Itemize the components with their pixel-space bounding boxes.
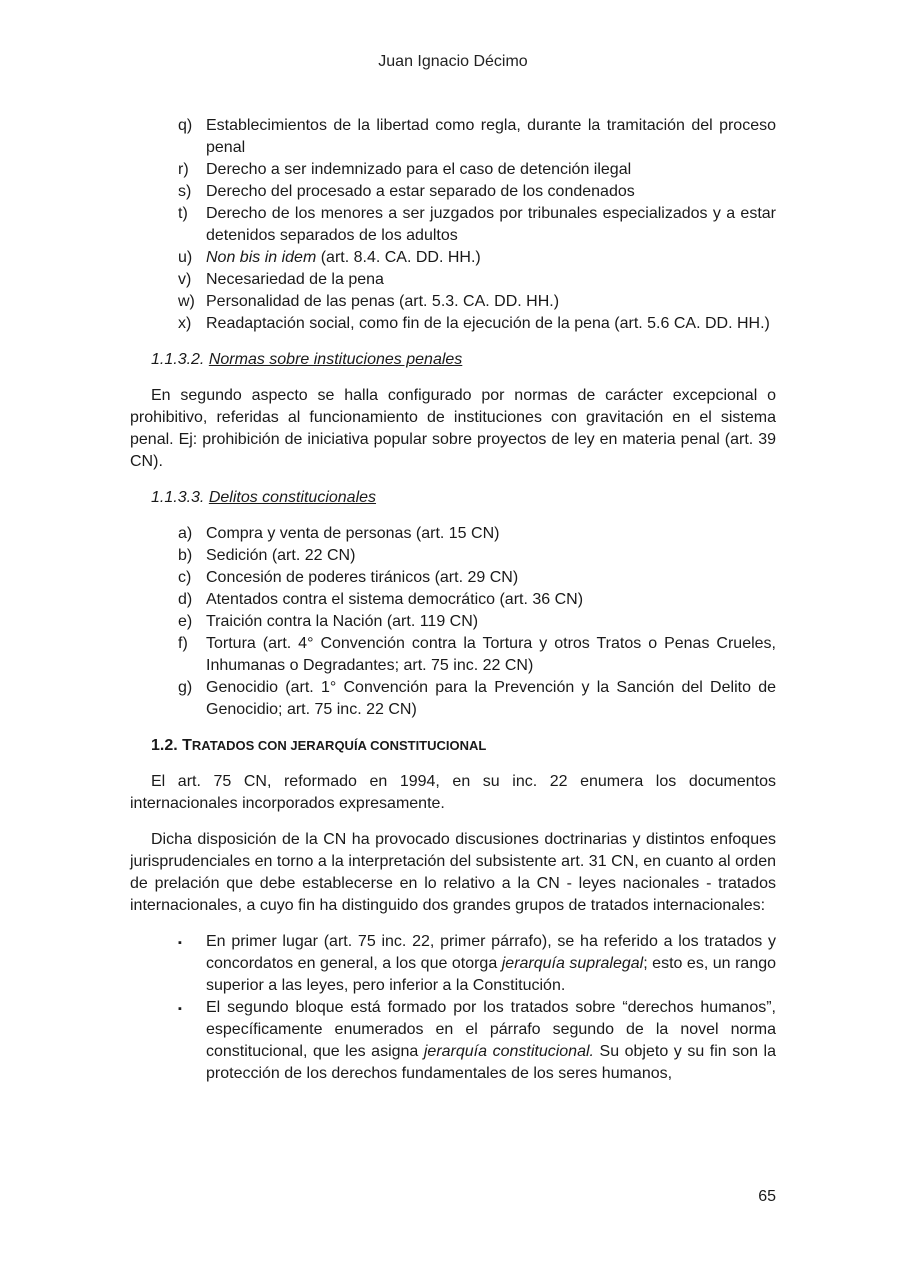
subsection-heading-1-1-3-2: 1.1.3.2. Normas sobre instituciones penales bbox=[151, 351, 463, 368]
rights-list-continued bbox=[130, 115, 776, 335]
bullet-item: ▪ El segundo bloque está formado por los tratados sobre “derechos humanos”, específicamente enumerados en el párrafo segundo de la novel norma constitucional, que les asigna jerarquía constitucional. Su objeto y su fin son la protección de los derechos fundamentales de los seres humanos, bbox=[178, 999, 777, 1082]
paragraph: En segundo aspecto se halla configurado por normas de carácter excepcional o prohibitivo, referidas al funcionamiento de instituciones con gravitación en el sistema penal. Ej: prohibición de iniciativa popular sobre proyectos de ley en materia penal (art. 39 CN). bbox=[130, 387, 776, 470]
list-marker: x) bbox=[178, 315, 192, 332]
list-item: u) Non bis in idem (art. 8.4. CA. DD. HH.) bbox=[130, 247, 776, 269]
list-item: f) Tortura (art. 4° Convención contra la Tortura y otros Tratos o Penas Crueles, Inhumanas o Degradantes; art. 75 inc. 22 CN) bbox=[178, 635, 776, 674]
bullet-item: ▪ En primer lugar (art. 75 inc. 22, primer párrafo), se ha referido a los tratados y concordatos en general, a los que otorga jerarquía supralegal; esto es, un rango superior a las leyes, pero inferior a la Constitución. bbox=[178, 933, 777, 994]
list-marker: r) bbox=[178, 161, 189, 178]
list-marker: w) bbox=[178, 293, 195, 310]
list-marker: v) bbox=[178, 271, 192, 288]
page-body bbox=[130, 115, 776, 1085]
page-number: 65 bbox=[758, 1188, 776, 1205]
list-marker: g) bbox=[178, 679, 193, 696]
list-item: v) Necesariedad de la pena bbox=[130, 269, 776, 291]
list-item: d) Atentados contra el sistema democrático (art. 36 CN) bbox=[130, 589, 776, 611]
list-item: x) Readaptación social, como fin de la ejecución de la pena (art. 5.6 CA. DD. HH.) bbox=[130, 313, 776, 335]
list-marker: b) bbox=[178, 547, 193, 564]
list-item: b) Sedición (art. 22 CN) bbox=[130, 545, 776, 567]
list-item: g) Genocidio (art. 1° Convención para la Prevención y la Sanción del Delito de Genocidio; art. 75 inc. 22 CN) bbox=[178, 679, 776, 718]
list-marker: a) bbox=[178, 525, 193, 542]
list-marker: f) bbox=[178, 635, 188, 652]
list-marker: q) bbox=[178, 117, 193, 134]
section-heading-1-2: 1.2. TRATADOS CON JERARQUÍA CONSTITUCIONAL bbox=[151, 737, 487, 754]
list-item: c) Concesión de poderes tiránicos (art. 29 CN) bbox=[130, 567, 776, 589]
list-marker: s) bbox=[178, 183, 192, 200]
list-item: e) Traición contra la Nación (art. 119 CN) bbox=[130, 611, 776, 633]
list-marker: u) bbox=[178, 249, 193, 266]
list-item: q) Establecimientos de la libertad como regla, durante la tramitación del proceso penal bbox=[178, 117, 776, 156]
square-bullet-icon: ▪ bbox=[178, 1003, 182, 1015]
list-item: s) Derecho del procesado a estar separado de los condenados bbox=[130, 181, 776, 203]
list-marker: t) bbox=[178, 205, 188, 222]
paragraph: Dicha disposición de la CN ha provocado discusiones doctrinarias y distintos enfoques jurisprudenciales en torno a la interpretación del subsistente art. 31 CN, en cuanto al orden de prelación que debe establecerse en lo relativo a la CN - leyes nacionales - tratados internacionales, a cuyo fin ha distinguido dos grandes grupos de tratados internacionales: bbox=[130, 831, 776, 914]
running-header: Juan Ignacio Décimo bbox=[378, 53, 528, 70]
treaty-groups-list bbox=[130, 931, 776, 1085]
list-marker: d) bbox=[178, 591, 193, 608]
list-item: t) Derecho de los menores a ser juzgados por tribunales especializados y a estar detenidos separados de los adultos bbox=[178, 205, 776, 244]
square-bullet-icon: ▪ bbox=[178, 937, 182, 949]
latin-phrase: Non bis in idem bbox=[206, 249, 317, 266]
list-item: w) Personalidad de las penas (art. 5.3. CA. DD. HH.) bbox=[130, 291, 776, 313]
list-item: a) Compra y venta de personas (art. 15 CN) bbox=[130, 523, 776, 545]
list-marker: e) bbox=[178, 613, 193, 630]
list-item: r) Derecho a ser indemnizado para el caso de detención ilegal bbox=[130, 159, 776, 181]
paragraph: El art. 75 CN, reformado en 1994, en su inc. 22 enumera los documentos internacionales incorporados expresamente. bbox=[130, 773, 776, 812]
constitutional-crimes-list bbox=[130, 523, 776, 721]
subsection-heading-1-1-3-3: 1.1.3.3. Delitos constitucionales bbox=[151, 489, 377, 506]
list-marker: c) bbox=[178, 569, 192, 586]
